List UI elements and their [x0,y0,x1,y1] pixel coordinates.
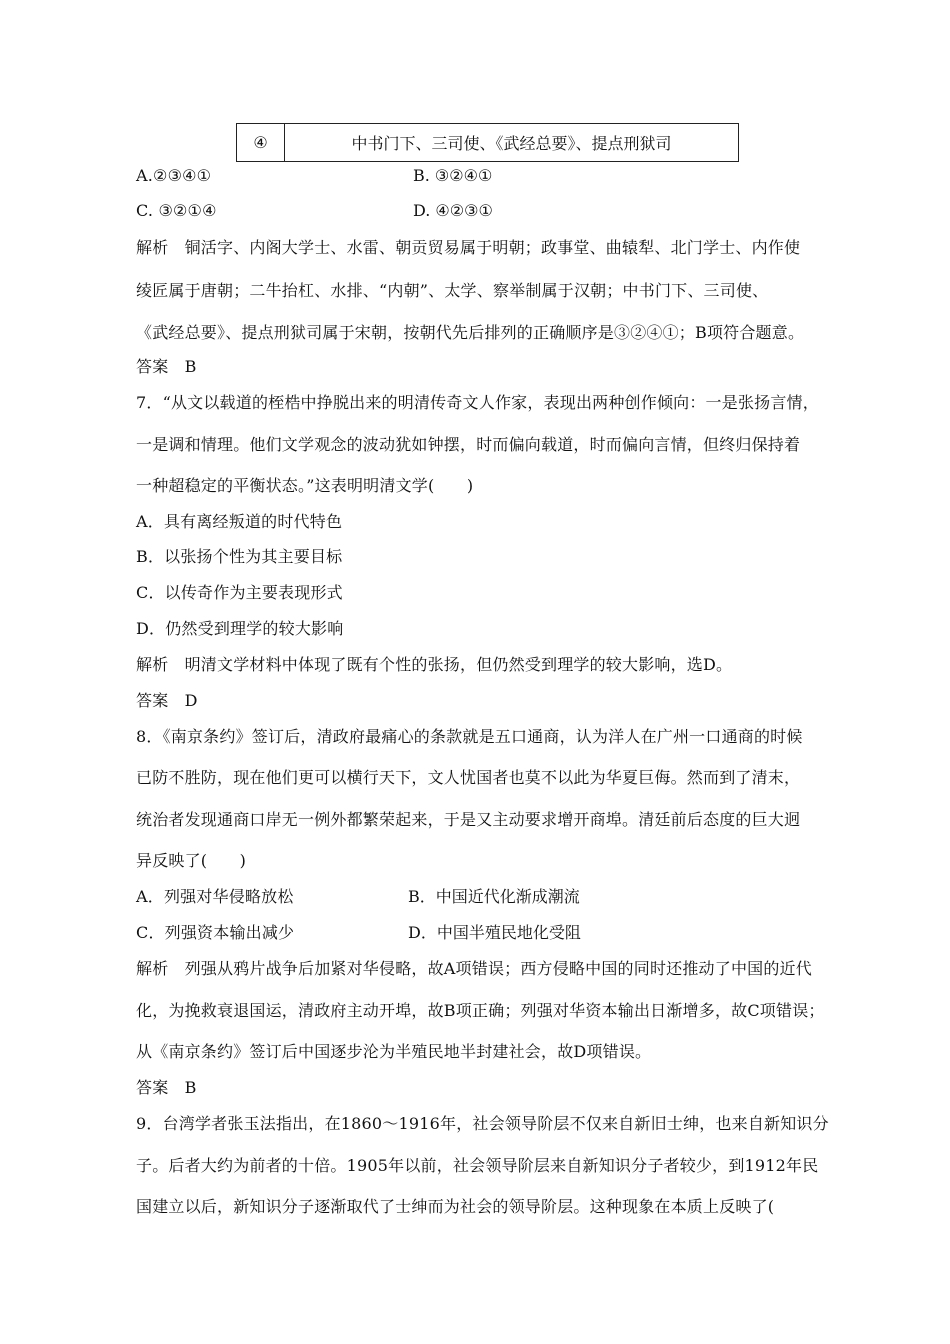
q7-option-b: B．以张扬个性为其主要目标 [136,547,343,566]
q8-stem-line: 已防不胜防，现在他们更可以横行天下，文人忧国者也莫不以此为华夏巨侮。然而到了清末， [136,768,801,787]
q8-option-c: C．列强资本输出减少 [136,923,295,942]
q7-option-d: D．仍然受到理学的较大影响 [136,619,344,638]
q9-stem-line: 子。后者大约为前者的十倍。1905年以前，社会领导阶层来自新知识分子者较少，到1912年民 [136,1156,819,1175]
q7-answer: 答案 D [136,691,198,710]
q8-stem-line: 统治者发现通商口岸无一例外都繁荣起来，于是又主动要求增开商埠。清廷前后态度的巨大迥 [136,810,801,829]
q6-analysis-line: 《武经总要》、提点刑狱司属于宋朝，按朝代先后排列的正确顺序是③②④①；B项符合题意。 [136,323,805,342]
table-row [237,124,739,162]
q7-stem-line: 7．“从文以载道的桎梏中挣脱出来的明清传奇文人作家，表现出两种创作倾向：一是张扬言情， [136,393,819,412]
q8-analysis-line: 从《南京条约》签订后中国逐步沦为半殖民地半封建社会，故D项错误。 [136,1042,652,1061]
q8-analysis-line: 化，为挽救衰退国运，清政府主动开埠，故B项正确；列强对华资本输出日渐增多，故C项错误； [136,1001,825,1020]
q8-option-b: B．中国近代化渐成潮流 [408,887,580,906]
q6-analysis-line: 绫匠属于唐朝；二牛抬杠、水排、“内朝”、太学、察举制属于汉朝；中书门下、三司使、 [136,281,769,300]
q7-stem-line: 一种超稳定的平衡状态。”这表明明清文学( ) [136,476,474,495]
q8-answer: 答案 B [136,1078,197,1097]
q8-analysis-line: 解析 列强从鸦片战争后加紧对华侵略，故A项错误；西方侵略中国的同时还推动了中国的近代 [136,959,812,978]
q6-option-b: B. ③②④① [413,166,493,185]
q7-stem-line: 一是调和情理。他们文学观念的波动犹如钟摆，时而偏向载道，时而偏向言情，但终归保持着 [136,435,801,454]
q9-stem-line: 国建立以后，新知识分子逐渐取代了士绅而为社会的领导阶层。这种现象在本质上反映了( [136,1197,775,1216]
q6-option-a: A.②③④① [136,166,212,185]
q6-analysis-line: 解析 铜活字、内阁大学士、水雷、朝贡贸易属于明朝；政事堂、曲辕犁、北门学士、内作使 [136,238,801,257]
q8-option-a: A．列强对华侵略放松 [136,887,294,906]
options-table [236,123,739,162]
table-row-content: 中书门下、三司使、《武经总要》、提点刑狱司 [285,124,739,162]
q6-option-c: C. ③②①④ [136,201,217,220]
q8-option-d: D．中国半殖民地化受阻 [408,923,581,942]
q6-option-d: D. ④②③① [413,201,493,220]
q7-option-a: A．具有离经叛道的时代特色 [136,512,343,531]
q6-options-row-2 [136,200,217,222]
q7-analysis: 解析 明清文学材料中体现了既有个性的张扬，但仍然受到理学的较大影响，选D。 [136,655,733,674]
q6-answer: 答案 B [136,357,197,376]
q7-option-c: C．以传奇作为主要表现形式 [136,583,343,602]
q8-stem-line: 异反映了( ) [136,851,247,870]
q6-options-row-1 [136,165,211,187]
table-row-number: ④ [237,124,285,162]
q8-stem-line: 8．《南京条约》签订后，清政府最痛心的条款就是五口通商，认为洋人在广州一口通商的时候 [136,727,803,746]
q9-stem-line: 9．台湾学者张玉法指出，在1860～1916年，社会领导阶层不仅来自新旧士绅，也来自新知识分 [136,1114,829,1133]
